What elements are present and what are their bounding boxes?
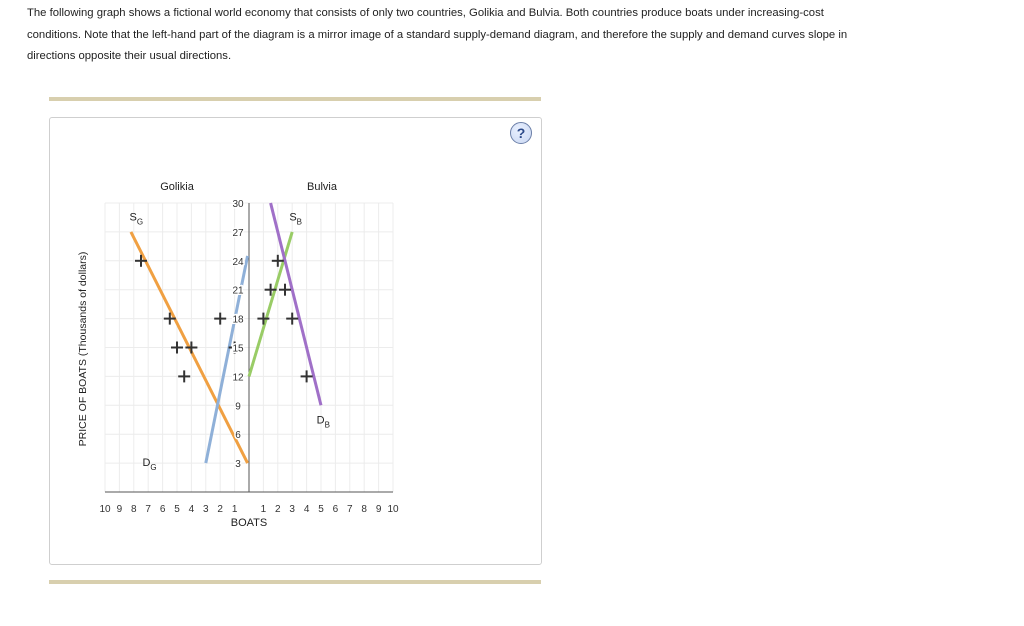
right-x-tick-label: 7	[347, 504, 353, 515]
y-tick-label: 15	[232, 343, 244, 355]
left-x-tick-label: 5	[174, 504, 180, 515]
x-axis-title: BOATS	[230, 517, 268, 529]
y-tick-label: 3	[235, 459, 241, 471]
right-x-tick-label: 2	[275, 504, 281, 515]
right-x-tick-label: 10	[387, 504, 399, 515]
curve-label-subscript: G	[136, 217, 144, 227]
right-plus-marker[interactable]	[279, 284, 291, 296]
intro-text: The following graph shows a fictional world economy that consists of only two countries, Golikia and Bulvia. Both countries produce boats under increasing-cost conditions. Note that the left-hand part of the diagram is a mirror image of a standard supply-demand diagram, and therefore the supply and demand curves slope in directions opposite their usual directions.	[27, 7, 848, 62]
right-curve-label	[317, 415, 330, 430]
right-plus-marker[interactable]	[301, 370, 313, 382]
right-panel-title: Bulvia	[307, 181, 337, 193]
y-tick-label: 30	[232, 199, 244, 210]
right-plus-marker[interactable]	[286, 313, 298, 325]
left-x-tick-label: 3	[203, 504, 209, 515]
right-x-tick-label: 5	[318, 504, 324, 515]
y-tick-label: 6	[235, 430, 241, 442]
right-x-tick-label: 4	[303, 504, 310, 515]
right-x-tick-label: 6	[332, 504, 339, 515]
left-x-tick-label: 9	[116, 504, 123, 515]
y-axis-title: PRICE OF BOATS (Thousands of dollars)	[77, 251, 89, 447]
y-tick-label: 21	[232, 285, 244, 297]
curve-label-letter: D	[316, 414, 325, 427]
right-x-tick-label: 1	[260, 504, 267, 515]
left-x-tick-label: 8	[131, 504, 137, 515]
y-tick-label: 27	[232, 227, 244, 239]
help-icon[interactable]: ?	[510, 122, 532, 144]
left-plus-marker[interactable]	[135, 255, 147, 267]
right-x-tick-label: 3	[289, 504, 295, 515]
left-x-tick-label: 4	[188, 504, 195, 515]
left-panel-title: Golikia	[160, 181, 194, 193]
left-plus-marker[interactable]	[214, 313, 226, 325]
left-x-tick-label: 10	[99, 504, 111, 515]
curve-label-letter: S	[289, 211, 297, 224]
left-x-tick-label: 2	[217, 504, 223, 515]
left-plus-marker[interactable]	[178, 370, 190, 382]
curve-label-subscript: B	[296, 217, 303, 227]
y-tick-label: 9	[235, 401, 241, 413]
curve-label-subscript: G	[150, 462, 157, 472]
right-x-tick-label: 9	[375, 504, 382, 515]
left-x-tick-label: 7	[145, 504, 151, 515]
curve-label-letter: S	[129, 211, 137, 224]
y-tick-label: 24	[232, 256, 244, 268]
right-x-tick-label: 8	[361, 504, 367, 515]
curve-label-subscript: B	[324, 420, 330, 430]
right-curve-label	[289, 211, 302, 226]
left-plus-marker[interactable]	[171, 342, 183, 354]
left-x-tick-label: 1	[231, 504, 238, 515]
labels	[77, 181, 399, 529]
y-tick-label: 12	[232, 372, 244, 384]
y-tick-label: 18	[232, 314, 244, 326]
left-curve-label	[142, 457, 156, 472]
left-curve-label	[129, 211, 143, 226]
curve-label-letter: D	[142, 456, 151, 469]
right-sb-curve[interactable]	[249, 232, 292, 377]
left-x-tick-label: 6	[159, 504, 166, 515]
